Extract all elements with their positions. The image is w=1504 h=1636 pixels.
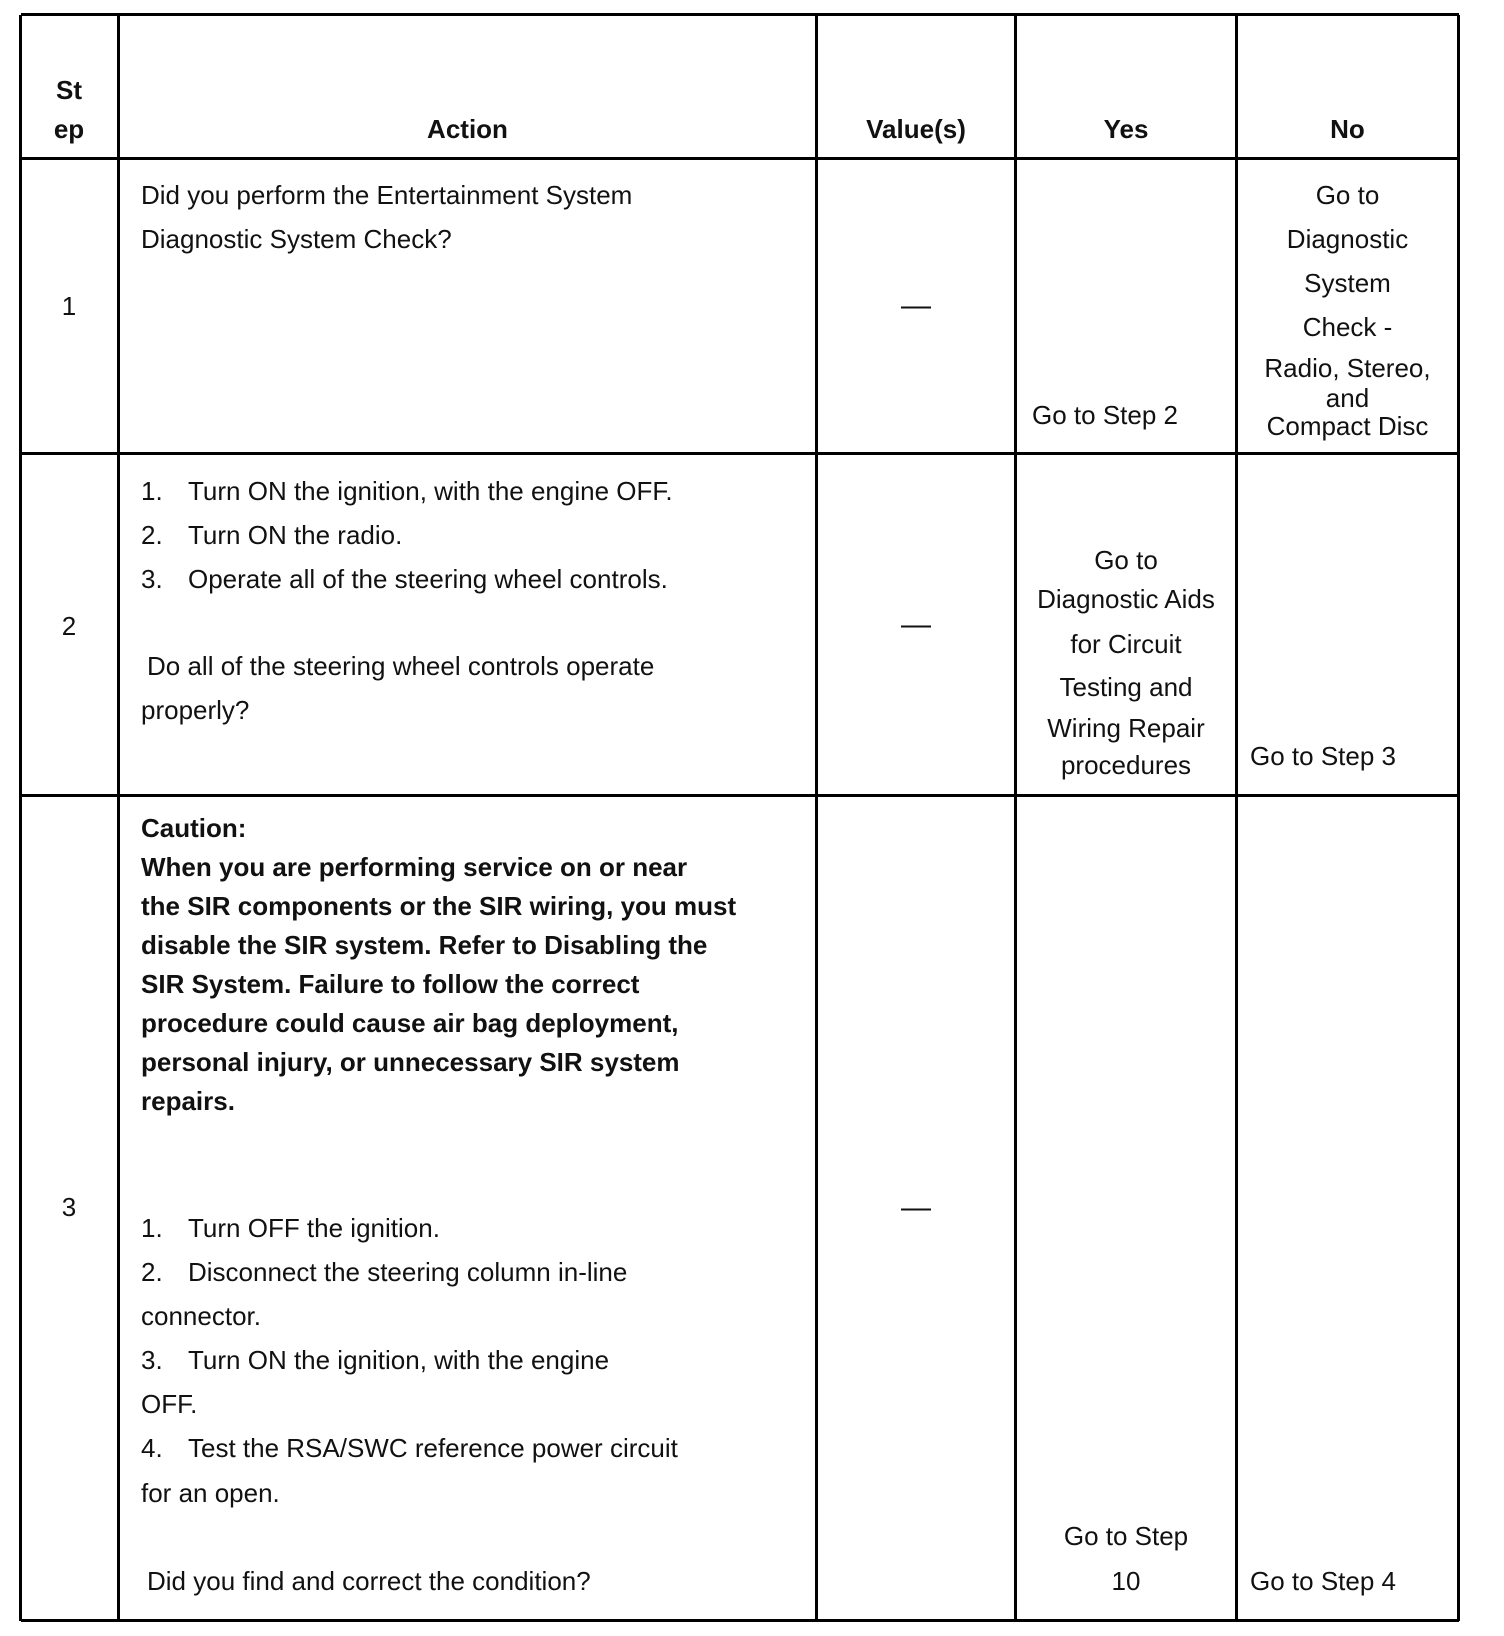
- no-text: Radio, Stereo,: [1264, 353, 1431, 383]
- grid-line: [21, 452, 1459, 455]
- yes-text: Diagnostic Aids: [1037, 584, 1215, 614]
- yes-text: for Circuit: [1070, 629, 1182, 659]
- no-text: System: [1304, 268, 1391, 298]
- question-text: Did you find and correct the condition?: [147, 1566, 591, 1596]
- action-step: 3. Turn ON the ignition, with the engine: [141, 1345, 610, 1375]
- caution-text: SIR System. Failure to follow the correct: [141, 969, 640, 999]
- action-step: 4. Test the RSA/SWC reference power circuit: [141, 1433, 678, 1463]
- grid-line: [1235, 15, 1238, 1621]
- header-no: No: [1330, 114, 1365, 144]
- no-text: and: [1325, 383, 1370, 413]
- grid-line: [815, 15, 818, 1621]
- no-text: Check -: [1302, 312, 1393, 342]
- yes-text: procedures: [1060, 750, 1192, 780]
- yes-text: Wiring Repair: [1047, 713, 1205, 743]
- caution-text: personal injury, or unnecessary SIR system: [141, 1047, 680, 1077]
- grid-line: [19, 15, 22, 1621]
- caution-text: disable the SIR system. Refer to Disabling the: [141, 930, 708, 960]
- caution-text: the SIR components or the SIR wiring, you must: [141, 891, 737, 921]
- grid-line: [1457, 15, 1460, 1621]
- grid-line: [21, 794, 1459, 797]
- caution-text: procedure could cause air bag deployment,: [141, 1008, 679, 1038]
- no-text: Diagnostic: [1286, 224, 1409, 254]
- grid-line: [117, 15, 120, 1621]
- value-dash: —: [901, 289, 931, 322]
- yes-text: 10: [1111, 1566, 1141, 1596]
- value-dash: —: [901, 608, 931, 641]
- action-step: 3. Operate all of the steering wheel controls.: [141, 564, 668, 594]
- header-step-line2: ep: [53, 114, 85, 144]
- no-link: Go to Step 4: [1250, 1566, 1396, 1596]
- question-text: properly?: [141, 695, 250, 725]
- caution-text: repairs.: [141, 1086, 235, 1116]
- no-text: Go to: [1315, 180, 1380, 210]
- action-step-cont: OFF.: [141, 1389, 198, 1419]
- header-values: Value(s): [866, 114, 966, 144]
- caution-title: Caution:: [141, 813, 247, 843]
- no-link: Go to Step 3: [1250, 741, 1396, 771]
- yes-text: Testing and: [1059, 672, 1193, 702]
- yes-text: Go to Step: [1063, 1521, 1189, 1551]
- action-text: Diagnostic System Check?: [141, 224, 452, 254]
- action-step: 2. Turn ON the radio.: [141, 520, 403, 550]
- value-dash: —: [901, 1191, 931, 1224]
- action-step: 2. Disconnect the steering column in-line: [141, 1257, 628, 1287]
- yes-link: Go to Step 2: [1032, 400, 1178, 430]
- step-number: 1: [61, 291, 77, 321]
- caution-text: When you are performing service on or near: [141, 852, 688, 882]
- yes-text: Go to: [1094, 545, 1158, 575]
- action-step-cont: connector.: [141, 1301, 261, 1331]
- header-action: Action: [427, 114, 508, 144]
- grid-line: [21, 157, 1459, 160]
- grid-line: [1014, 15, 1017, 1621]
- no-text: Compact Disc: [1266, 411, 1429, 441]
- step-number: 2: [61, 611, 77, 641]
- action-step: 1. Turn ON the ignition, with the engine OFF.: [141, 476, 673, 506]
- action-text: Did you perform the Entertainment System: [141, 180, 633, 210]
- question-text: Do all of the steering wheel controls operate: [147, 651, 655, 681]
- action-step-cont: for an open.: [141, 1478, 280, 1508]
- header-step-line1: St: [56, 75, 82, 105]
- grid-line: [21, 1619, 1459, 1622]
- action-step: 1. Turn OFF the ignition.: [141, 1213, 440, 1243]
- grid-line: [21, 13, 1459, 16]
- header-yes: Yes: [1103, 114, 1149, 144]
- step-number: 3: [61, 1192, 77, 1222]
